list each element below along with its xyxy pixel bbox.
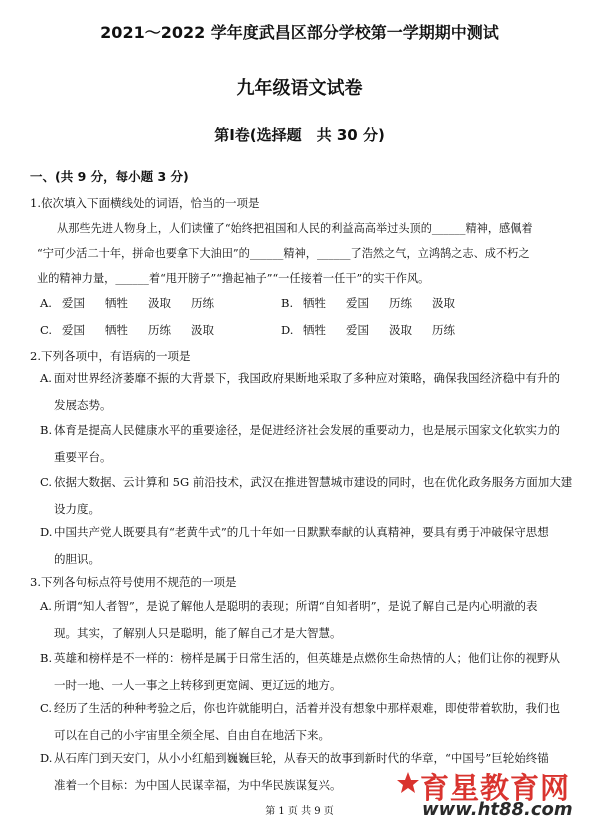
- passage-line: 业的精神力量，______着“甩开膀子”“撸起袖子”“一任接着一任干”的实干作风。: [37, 272, 430, 285]
- question-2-option-c[interactable]: C. 依据大数据、云计算和 5G 前沿技术，武汉在推进智慧城市建设的同时，也在优化政务服务方面加大建 设力度。: [40, 475, 573, 516]
- question-2-stem: 2.下列各项中，有语病的一项是: [30, 349, 191, 363]
- question-1-option-b[interactable]: B. 牺牲 爱国 历练 汲取: [281, 296, 455, 310]
- page-number-footer: 第 1 页 共 9 页: [265, 806, 334, 817]
- question-3-option-d[interactable]: D. 从石库门到天安门，从小小红船到巍巍巨轮，从春天的故事到新时代的华章，“中国号”巨轮始终锚 准着一个目标：为中国人民谋幸福，为中华民族谋复兴。: [40, 751, 549, 792]
- question-2-option-d[interactable]: D. 中国共产党人既要具有“老黄牛式”的几十年如一日默默奉献的认真精神，要具有勇于冲破保守思想 的胆识。: [40, 525, 549, 566]
- site-watermark: [396, 766, 591, 820]
- watermark-url: www.ht88.com: [422, 799, 573, 820]
- question-1-passage: [37, 216, 587, 291]
- question-1-option-d[interactable]: D. 牺牲 爱国 汲取 历练: [281, 323, 455, 337]
- question-2-option-b[interactable]: B. 体育是提高人民健康水平的重要途径，是促进经济社会发展的重要动力，也是展示国家文化软实力的 重要平台。: [40, 423, 560, 464]
- watermark-logo-icon: [396, 770, 420, 800]
- exam-part-heading: 第Ⅰ卷(选择题 共 30 分): [214, 126, 385, 144]
- exam-subtitle: 九年级语文试卷: [236, 78, 363, 99]
- question-2-option-a[interactable]: A. 面对世界经济萎靡不振的大背景下，我国政府果断地采取了多种应对策略，确保我国经济稳中有升的 发展态势。: [40, 371, 560, 412]
- question-1-stem: 1.依次填入下面横线处的词语，恰当的一项是: [30, 196, 260, 210]
- passage-line: 从那些先进人物身上，人们读懂了“始终把祖国和人民的利益高高举过头顶的______精神，感佩着: [57, 222, 533, 235]
- question-3-stem: 3.下列各句标点符号使用不规范的一项是: [30, 575, 237, 589]
- question-1-option-a[interactable]: A. 爱国 牺牲 汲取 历练: [40, 296, 214, 310]
- passage-line: “宁可少活二十年，拼命也要拿下大油田”的______精神，______了浩然之气，立鸿鹄之志、成不朽之: [37, 247, 530, 260]
- question-3-option-b[interactable]: B. 英雄和榜样是不一样的：榜样是属于日常生活的，但英雄是点燃你生命热情的人；他们让你的视野从 一时一地、一人一事之上转移到更宽阔、更辽远的地方。: [40, 651, 560, 692]
- question-3-option-a[interactable]: A. 所谓“知人者智”，是说了解他人是聪明的表现；所谓“自知者明”，是说了解自己是内心明澈的表 现。其实，了解别人只是聪明，能了解自己才是大智慧。: [40, 599, 538, 640]
- section-heading: 一、(共 9 分，每小题 3 分): [30, 169, 189, 184]
- watermark-brand: 育星教育网: [420, 771, 571, 805]
- exam-title: 2021～2022 学年度武昌区部分学校第一学期期中测试: [100, 23, 499, 42]
- question-1-option-c[interactable]: C. 爱国 牺牲 历练 汲取: [40, 323, 214, 337]
- question-3-option-c[interactable]: C. 经历了生活的种种考验之后，你也许就能明白，活着并没有想象中那样艰难，即使带着软肋，我们也 可以在自己的小宇宙里全须全尾、自由自在地活下来。: [40, 701, 560, 742]
